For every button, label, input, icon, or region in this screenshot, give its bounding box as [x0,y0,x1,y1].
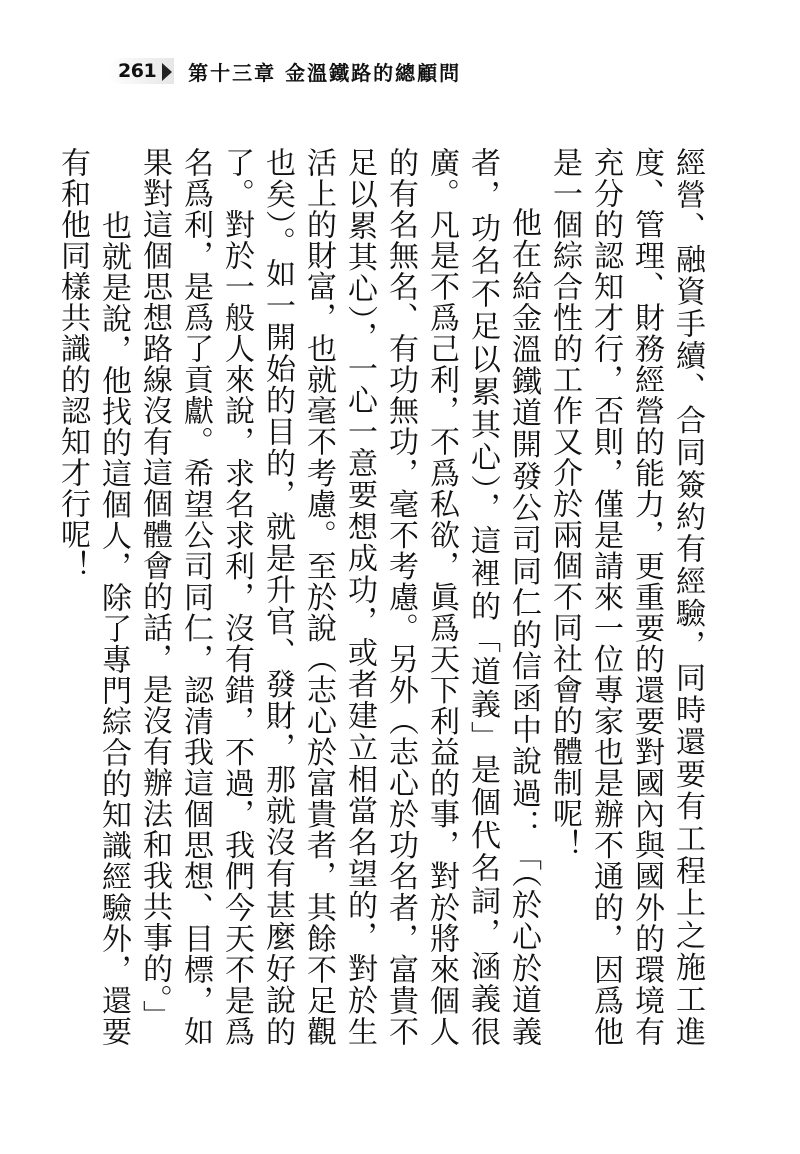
paragraph-1: 經營、融資手續、合同簽約有經驗，同時還要有工程上之施工進度、管理、財務經營的能力，更重要的還要對國內與國外的環境有充分的認知才行，否則，僅是請來一位專家也是辦不通的，因爲他是一個綜合性的工作又介於兩個不同社會的體制呢！ [547,147,705,1047]
chapter-title: 第十三章 金溫鐵路的總顧問 [188,60,462,85]
paragraph-2: 他在給金溫鐵道開發公司同仁的信函中說過：「（於心於道義者，功名不足以累其心），這裡的「道義」是個代名詞，涵義很廣。凡是不爲己利，不爲私欲，眞爲天下利益的事，對於將來個人的有名無名、有功無功，毫不考慮。另外（志心於功名者，富貴不足以累其心），一心一意要想成功，或者建立相當名望的，對於生活上的財富，也就毫不考慮。至於說（志心於富貴者，其餘不足觀也矣）。如一開始的目的，就是升官、發財，那就沒有甚麼好說的了。對於一般人來說，求名求利，沒有錯，不過，我們今天不是爲名爲利，是爲了貢獻。希望公司同仁，認清我這個思想、目標，如果對這個思想路線沒有這個體會的話，是沒有辦法和我共事的。」 [137,147,541,1047]
body-text [52,147,708,1047]
paragraph-3: 也就是說，他找的這個人，除了專門綜合的知識經驗外，還要有和他同樣共識的認知才行呢！ [55,147,131,1047]
page-number: 261 [108,58,174,84]
running-header [108,56,461,86]
